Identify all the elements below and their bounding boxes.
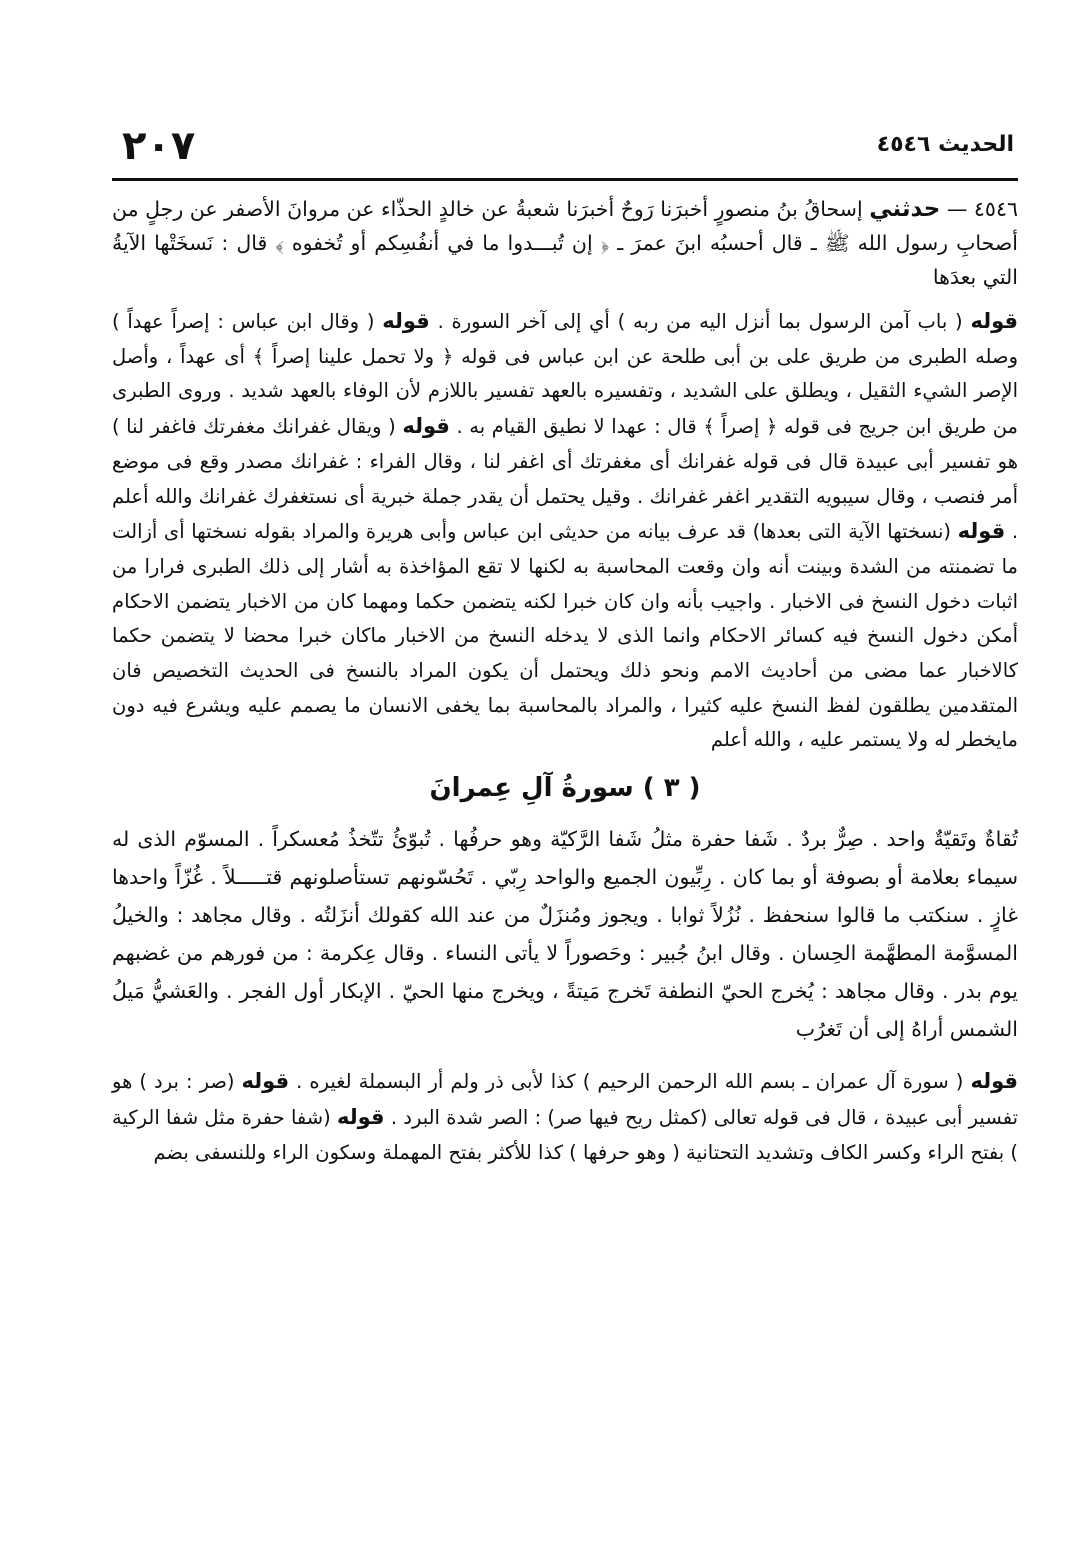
- commentary-paragraph: [112, 304, 1018, 758]
- keyword-qawluh: قوله: [970, 309, 1018, 333]
- hadith-lead-word: حدثني: [869, 196, 941, 222]
- commentary-segment: ( باب آمن الرسول بما أنزل اليه من ربه ) أي إلى آخر السورة .: [437, 310, 963, 333]
- running-head: الحديث ٤٥٤٦: [876, 132, 1014, 157]
- keyword-qawluh: قوله: [241, 1069, 290, 1094]
- hadith-text: [112, 192, 1018, 294]
- hadith-body: إسحاقُ بنُ منصورٍ أخبرَنا رَوحٌ أخبرَنا شعبةُ عن خالدٍ الحذّاء عن مروانَ الأصفر عن رجلٍ من أصحابِ رسول الله ﷺ ـ قال أحسبُه ابنَ عمرَ ـ ﴿ إن تُبـــدوا ما في أنفُسِكم أو تُخفوه ﴾ قال : نَسخَتْها الآيةُ التي بعدَها: [112, 197, 1018, 289]
- surah-glossary: تُقاةٌ وتَقيّةٌ واحد . صِرٌّ بردٌ . شَفا حفرة مثلُ شَفا الرَّكيّة وهو حرفُها . تُبوّئُ تتّخذُ مُعسكراً . المسوّم الذى له سيماء بعلامة أو بصوفة أو بما كان . رِبِّيون الجميع والواحد رِبّي . تَحُسّونهم تستأصلونهم قتـــــلاً . غُزّاً واحدها غازٍ . سنكتب ما قالوا سنحفظ . نُزُلاً ثوابا . ويجوز ومُنزَلٌ من عند الله كقولك أنزَلتُه . وقال مجاهد : والخيلُ المسوَّمة المطهَّمة الحِسان . وقال ابنُ جُبير : وحَصوراً لا يأتى النساء . وقال عِكرمة : من فورهم من غضبهم يوم بدر . وقال مجاهد : يُخرج الحيّ النطفة تَخرج مَيتةً ، ويخرج منها الحيّ . الإبكار أول الفجر . والعَشيُّ مَيلُ الشمس أراهُ إلى أن تَغرُب: [112, 827, 1018, 1042]
- commentary-paragraph-2: [112, 1064, 1018, 1170]
- page-header: [112, 118, 1018, 174]
- keyword-qawluh: قوله: [970, 1069, 1019, 1094]
- surah-heading: ( ٣ ) سورةُ آلِ عِمرانَ: [429, 773, 701, 804]
- keyword-qawluh: قوله: [382, 309, 430, 333]
- commentary-segment: ( وقال ابن عباس : إصراً عهداً ) وصله الطبرى من طريق على بن أبى طلحة عن ابن عباس فى قوله ﴿ ولا تحمل علينا إصراً ﴾ أى عهداً ، وأصل الإصر الشيء الثقيل ، ويطلق على الشديد ، وتفسيره بالعهد تفسير باللازم لأن الوفاء بالعهد شديد . وروى الطبرى من طريق ابن جريج فى قوله ﴿ إصراً ﴾ قال : عهدا لا نطيق القيام به .: [112, 310, 1018, 439]
- commentary-segment: (صر : برد ) هو تفسير أبى عبيدة ، قال فى قوله تعالى (كمثل ريح فيها صر) : الصر شدة البرد .: [112, 1070, 1019, 1129]
- commentary-segment: ( ويقال غفرانك مغفرتك فاغفر لنا ) هو تفسير أبى عبيدة قال فى قوله غفرانك أى مغفرتك أى اغفر لنا ، وقال الفراء : غفرانك مصدر وقع فى موضع أمر فنصب ، وقال سيبويه التقدير اغفر غفرانك . وقيل يحتمل أن يقدر جملة خبرية أى نستغفرك غفرانك والله أعلم .: [112, 415, 1019, 544]
- keyword-qawluh: قوله: [336, 1104, 385, 1129]
- keyword-qawluh: قوله: [402, 414, 450, 439]
- commentary-segment: (نسختها الآية التى بعدها) قد عرف بيانه من حديثى ابن عباس وأبى هريرة والمراد بقوله نسختها أى أزالت ما تضمنته من الشدة وبينت أنه وان وقعت المحاسبة به لكنها لا تقع المؤاخذة به أشار إلى ذلك الطبرى فرارا من اثبات دخول النسخ فى الاخبار . واجيب بأنه وان كان خبرا لكنه يتضمن حكما ومهما كان من الاخبار يتضمن الاحكام أمكن دخول النسخ فيه كسائر الاحكام وانما الذى لا يدخله النسخ من الاخبار ماكان خبرا محضا لا يتضمن حكما كالاخبار عما مضى من أحاديث الامم ونحو ذلك ويحتمل أن يكون المراد بالنسخ فى الحديث التخصيص فان المتقدمين يطلقون لفظ النسخ عليه كثيرا ، والمراد بالمحاسبة بما يخفى الانسان ما يصمم عليه ويشرع فيه دون مايخطر له ولا يستمر عليه ، والله أعلم: [112, 520, 1018, 752]
- commentary-segment: (شفا حفرة مثل شفا الركية ) بفتح الراء وكسر الكاف وتشديد التحتانية ( وهو حرفها ) كذا للأكثر بفتح المهملة وسكون الراء وللنسفى بضم: [112, 1105, 1018, 1164]
- commentary-segment: ( سورة آل عمران ـ بسم الله الرحمن الرحيم ) كذا لأبى ذر ولم أر البسملة لغيره .: [296, 1070, 964, 1094]
- header-rule: [112, 178, 1018, 181]
- page-number: ٢٠٧: [122, 123, 196, 169]
- book-page: [112, 118, 1018, 1170]
- keyword-qawluh: قوله: [957, 519, 1006, 544]
- hadith-number: ٤٥٤٦ —: [946, 197, 1018, 221]
